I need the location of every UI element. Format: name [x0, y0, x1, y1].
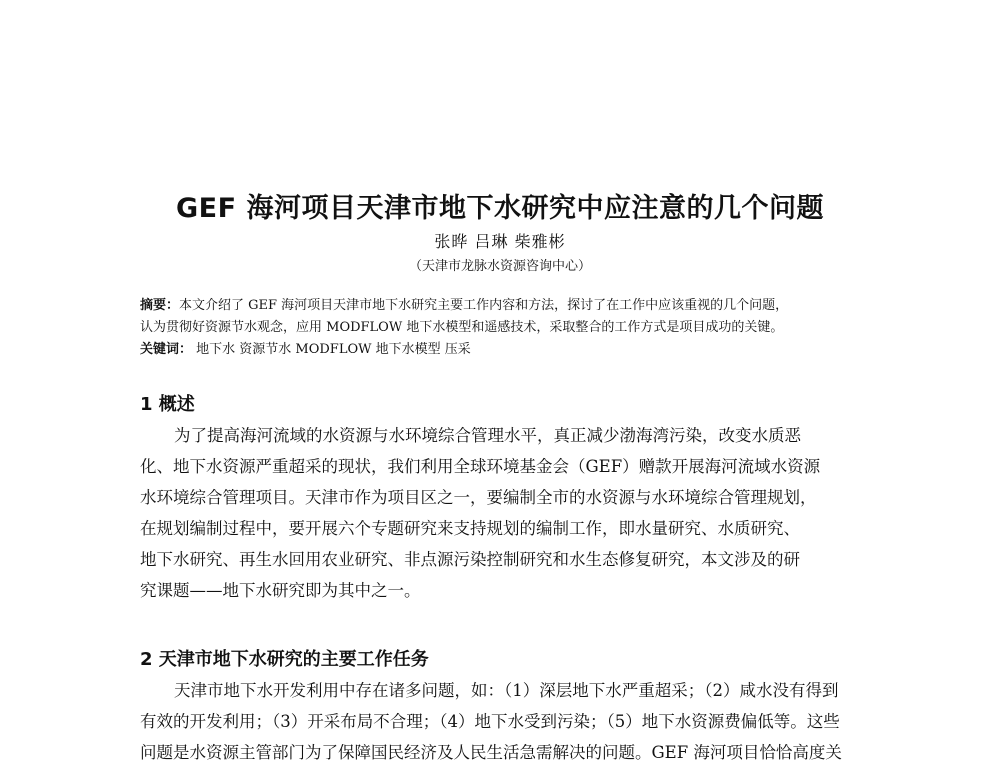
body-line: 问题是水资源主管部门为了保障国民经济及人民生活急需解决的问题。GEF 海河项目恰恰高度关	[140, 743, 842, 762]
paper-title: GEF 海河项目天津市地下水研究中应注意的几个问题	[176, 193, 824, 224]
body-line: 有效的开发利用；（3）开采布局不合理；（4）地下水受到污染；（5）地下水资源费偏低等。这些	[140, 712, 840, 731]
abstract-line-2: 认为贯彻好资源节水观念，应用 MODFLOW 地下水模型和遥感技术，采取整合的工作方式是项目成功的关键。	[140, 320, 784, 335]
section-1-heading: 1 概述	[140, 394, 195, 415]
abstract-line-1: 本文介绍了 GEF 海河项目天津市地下水研究主要工作内容和方法，探讨了在工作中应该重视的几个问题，	[179, 298, 789, 313]
section-1-body	[140, 420, 885, 606]
section-2-body	[140, 675, 885, 768]
abstract	[140, 295, 900, 361]
section-2-heading: 2 天津市地下水研究的主要工作任务	[140, 649, 429, 670]
paper-authors: 张晔 吕琳 柴雅彬	[434, 232, 566, 251]
keywords-text: 地下水 资源节水 MODFLOW 地下水模型 压采	[192, 342, 471, 357]
body-line: 地下水研究、再生水回用农业研究、非点源污染控制研究和水生态修复研究，本文涉及的研	[140, 550, 800, 569]
abstract-label: 摘要：	[140, 298, 180, 313]
body-line: 究课题——地下水研究即为其中之一。	[140, 581, 421, 600]
body-line: 在规划编制过程中，要开展六个专题研究来支持规划的编制工作，即水量研究、水质研究、	[140, 519, 800, 538]
body-line: 化、地下水资源严重超采的现状，我们利用全球环境基金会（GEF）赠款开展海河流域水资源	[140, 457, 821, 476]
paper-affiliation: （天津市龙脉水资源咨询中心）	[408, 259, 591, 274]
body-line: 为了提高海河流域的水资源与水环境综合管理水平，真正减少渤海湾污染，改变水质恶	[174, 426, 801, 445]
keywords-label: 关键词：	[140, 342, 193, 357]
body-line: 水环境综合管理项目。天津市作为项目区之一，要编制全市的水资源与水环境综合管理规划，	[140, 488, 817, 507]
body-line: 天津市地下水开发利用中存在诸多问题，如：（1）深层地下水严重超采；（2）咸水没有得到	[174, 681, 839, 700]
